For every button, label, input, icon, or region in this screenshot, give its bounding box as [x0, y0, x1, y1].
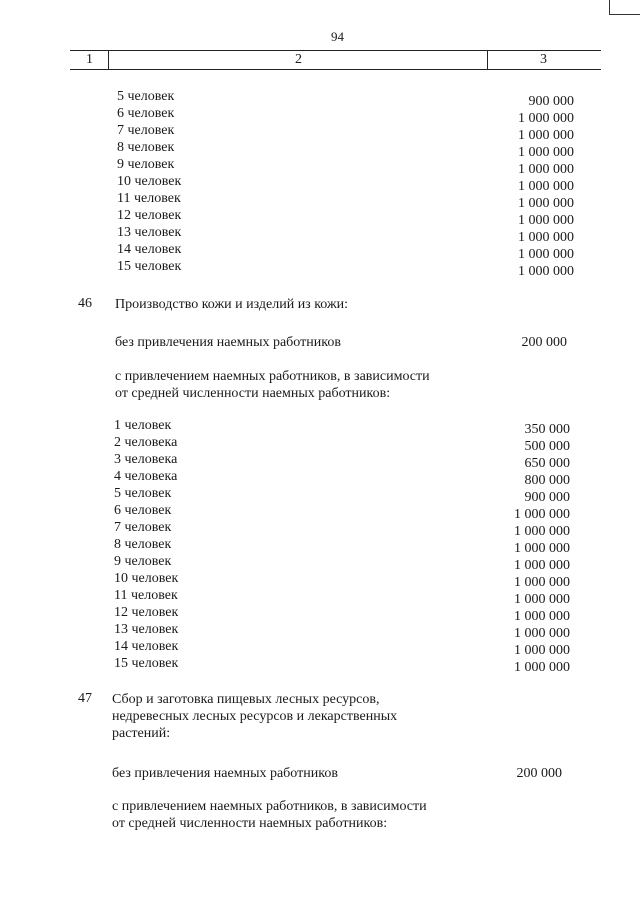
row-label: 9 человек	[114, 554, 172, 569]
row-value: 1 000 000	[514, 609, 570, 624]
header-top-border	[70, 50, 601, 51]
row-value: 350 000	[524, 422, 570, 437]
row-value: 1 000 000	[514, 507, 570, 522]
section-47-title-line2: недревесных лесных ресурсов и лекарственных	[112, 709, 398, 724]
row-value: 1 000 000	[518, 196, 574, 211]
row-label: 1 человек	[114, 418, 172, 433]
row-value: 1 000 000	[514, 524, 570, 539]
row-value: 1 000 000	[518, 145, 574, 160]
row-value: 1 000 000	[514, 558, 570, 573]
section-47-no-workers-label: без привлечения наемных работников	[112, 766, 338, 781]
row-label: 3 человека	[114, 452, 178, 467]
header-divider-2	[487, 50, 488, 70]
row-label: 6 человек	[117, 106, 175, 121]
row-label: 5 человек	[117, 89, 175, 104]
header-col-3: 3	[540, 52, 547, 67]
row-label: 15 человек	[114, 656, 179, 671]
row-label: 15 человек	[117, 259, 182, 274]
section-47-with-workers-line2: от средней численности наемных работников:	[112, 816, 388, 831]
section-47-with-workers-line1: с привлечением наемных работников, в зависимости	[112, 799, 427, 814]
row-value: 1 000 000	[518, 162, 574, 177]
row-label: 9 человек	[117, 157, 175, 172]
section-47-title-line3: растений:	[112, 726, 171, 741]
row-value: 900 000	[524, 490, 570, 505]
row-value: 1 000 000	[514, 575, 570, 590]
row-label: 10 человек	[117, 174, 182, 189]
header-col-1: 1	[86, 52, 93, 67]
row-label: 7 человек	[117, 123, 175, 138]
row-value: 1 000 000	[518, 111, 574, 126]
header-col-2: 2	[295, 52, 302, 67]
row-value: 1 000 000	[514, 626, 570, 641]
section-46-number: 46	[78, 296, 92, 311]
header-divider-1	[108, 50, 109, 70]
row-value: 1 000 000	[518, 264, 574, 279]
row-value: 650 000	[524, 456, 570, 471]
row-value: 1 000 000	[514, 541, 570, 556]
row-label: 12 человек	[114, 605, 179, 620]
row-label: 13 человек	[114, 622, 179, 637]
row-value: 1 000 000	[518, 247, 574, 262]
section-46-no-workers-value: 200 000	[521, 335, 567, 350]
row-label: 8 человек	[114, 537, 172, 552]
row-label: 4 человека	[114, 469, 178, 484]
row-label: 11 человек	[114, 588, 178, 603]
row-label: 14 человек	[114, 639, 179, 654]
row-value: 1 000 000	[518, 128, 574, 143]
row-value: 1 000 000	[518, 179, 574, 194]
row-value: 1 000 000	[514, 643, 570, 658]
row-label: 8 человек	[117, 140, 175, 155]
row-value: 900 000	[528, 94, 574, 109]
row-label: 13 человек	[117, 225, 182, 240]
section-47-number: 47	[78, 691, 92, 706]
row-value: 1 000 000	[514, 592, 570, 607]
section-47-title-line1: Сбор и заготовка пищевых лесных ресурсов,	[112, 692, 380, 707]
row-value: 800 000	[524, 473, 570, 488]
row-label: 2 человека	[114, 435, 178, 450]
row-value: 1 000 000	[518, 213, 574, 228]
row-label: 7 человек	[114, 520, 172, 535]
row-label: 10 человек	[114, 571, 179, 586]
section-46-title: Производство кожи и изделий из кожи:	[115, 297, 349, 312]
row-label: 14 человек	[117, 242, 182, 257]
section-47-no-workers-value: 200 000	[516, 766, 562, 781]
row-label: 6 человек	[114, 503, 172, 518]
section-46-with-workers-line2: от средней численности наемных работников:	[115, 386, 391, 401]
row-label: 11 человек	[117, 191, 181, 206]
section-46-no-workers-label: без привлечения наемных работников	[115, 335, 341, 350]
page-number: 94	[331, 29, 344, 44]
row-label: 12 человек	[117, 208, 182, 223]
row-value: 500 000	[524, 439, 570, 454]
section-46-with-workers-line1: с привлечением наемных работников, в зависимости	[115, 369, 430, 384]
row-label: 5 человек	[114, 486, 172, 501]
row-value: 1 000 000	[514, 660, 570, 675]
header-bottom-border	[70, 69, 601, 70]
scan-corner-mark	[609, 0, 640, 15]
row-value: 1 000 000	[518, 230, 574, 245]
